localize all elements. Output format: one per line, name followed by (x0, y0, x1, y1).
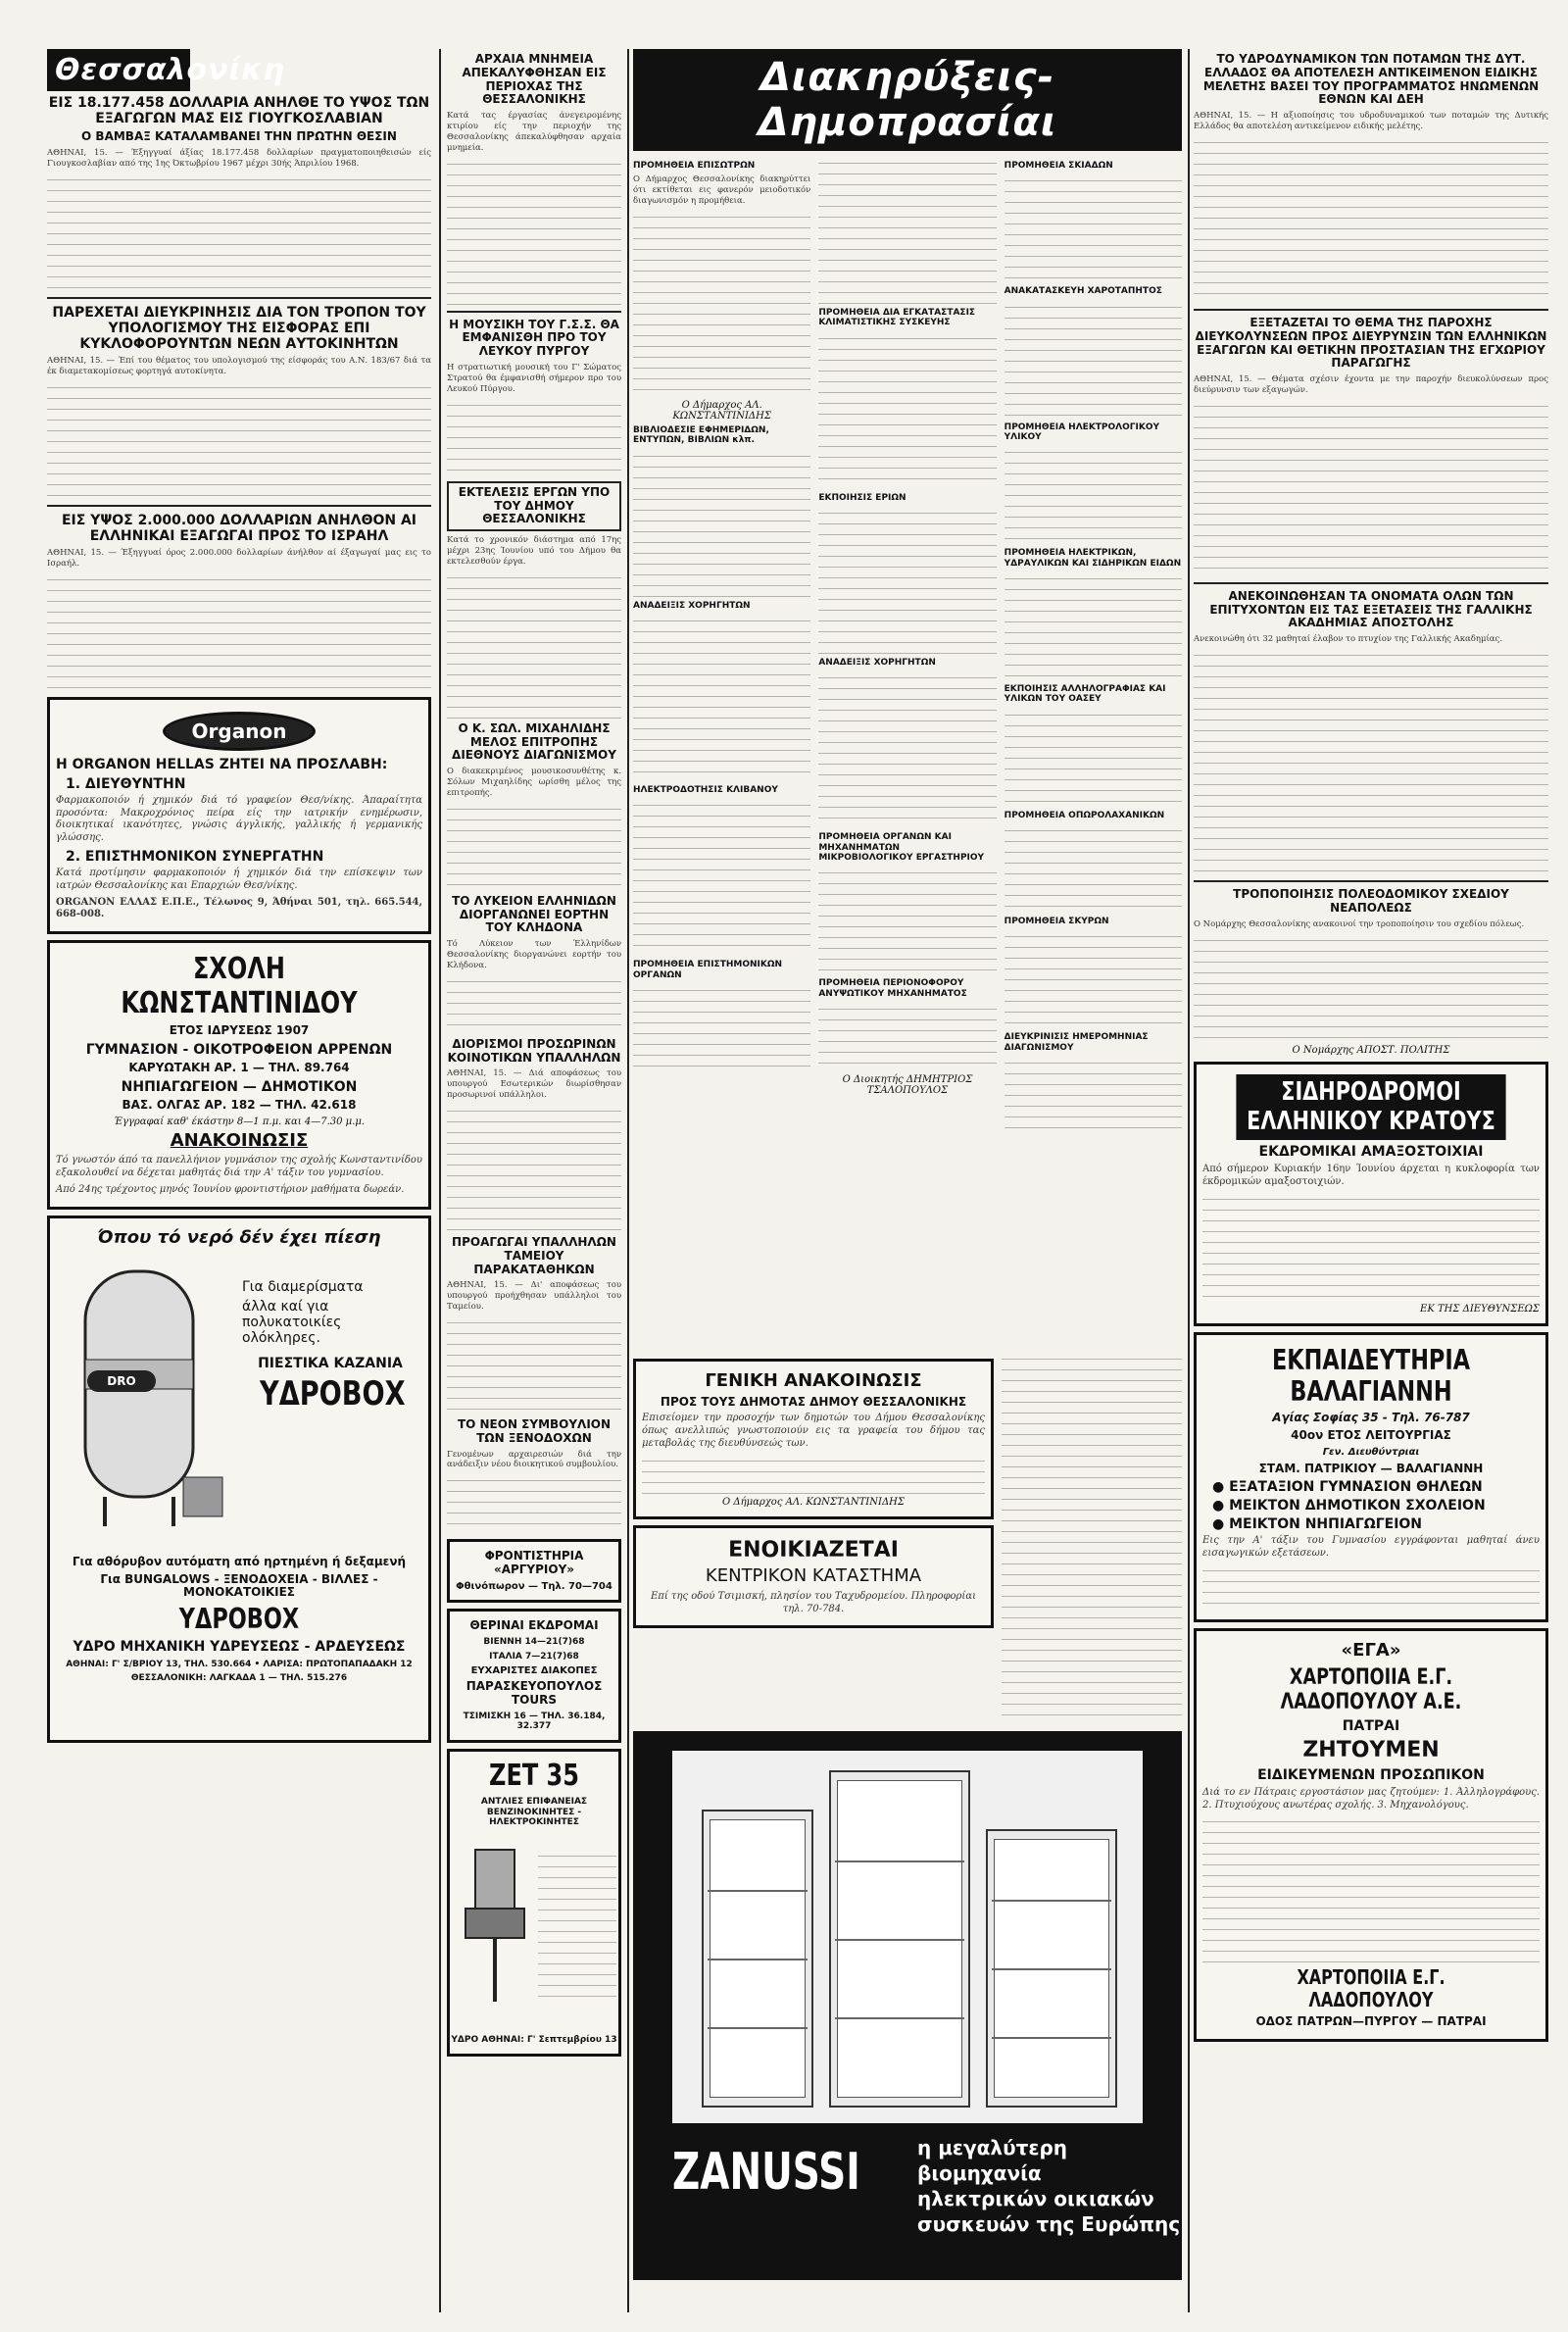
headline-exports-facilitation: ΕΞΕΤΑΖΕΤΑΙ ΤΟ ΘΕΜΑ ΤΗΣ ΠΑΡΟΧΗΣ ΔΙΕΥΚΟΛΥΝΣΕΩΝ ΠΡΟΣ ΔΙΕΥΡΥΝΣΙΝ ΤΩΝ ΕΛΛΗΝΙΚΩΝ ΕΞΑΓΩΓΩΝ ΚΑΙ ΘΕΤΙΚΗΝ ΠΡΟΣΤΑΣΙΑΝ ΤΗΣ ΕΓΧΩΡΙΟΥ ΠΑΡΑΓΩΓΗΣ (1195, 315, 1547, 371)
article-filler (47, 381, 431, 499)
ydrobox-extra-2: Για BUNGALOWS - ΞΕΝΟΔΟΧΕΙΑ - ΒΙΛΛΕΣ - ΜΟΝΟΚΑΤΟΙΚΙΕΣ (100, 1571, 378, 1600)
tender-heading: ΠΡΟΜΗΘΕΙΑ ΔΙΑ ΕΓΚΑΤΑΣΤΑΣΙΣ ΚΛΙΜΑΤΙΣΤΙΚΗΣ ΣΥΣΚΕΥΗΣ (818, 308, 976, 328)
article-body: ΑΘΗΝΑΙ, 15. — Η αξιοποίησις του υδροδυναμικού των ποταμών της Δυτικής Ελλάδος θα αποτελέση αντικείμενον ειδικής μελέτης. (1194, 111, 1548, 132)
ydro-address-1: ΑΘΗΝΑΙ: Γ' Σ/ΒΡΙΟΥ 13, ΤΗΛ. 530.664 • ΛΑΡΙΣΑ: ΠΡΩΤΟΠΑΠΑΔΑΚΗ 12 (66, 1659, 413, 1669)
headline-promotions: ΠΡΟΑΓΩΓΑΙ ΥΠΑΛΛΗΛΩΝ ΤΑΜΕΙΟΥ ΠΑΡΑΚΑΤΑΘΗΚΩΝ (452, 1234, 616, 1276)
ega-company: ΧΑΡΤΟΠΟΙΙΑ Ε.Γ. ΛΑΔΟΠΟΥΛΟΥ Α.Ε. (1280, 1664, 1462, 1714)
valagianni-directors: ΣΤΑΜ. ΠΑΤΡΙΚΙΟΥ — ΒΑΛΑΓΙΑΝΝΗ (1258, 1461, 1484, 1475)
article-body: Ο Νομάρχης Θεσσαλονίκης ανακοινοί την τροποποίησιν του σχεδίου πόλεως. (1194, 918, 1525, 929)
headline-exports-yugoslavia: ΕΙΣ 18.177.458 ΔΟΛΛΑΡΙΑ ΑΝΗΛΘΕ ΤΟ ΥΨΟΣ ΤΩΝ ΕΞΑΓΩΓΩΝ ΜΑΣ ΕΙΣ ΓΙΟΥΓΚΟΣΛΑΒΙΑΝ (48, 95, 430, 127)
valagianni-address: Αγίας Σοφίας 35 - Τηλ. 76-787 (1272, 1411, 1470, 1425)
zet35-subtitle: ΑΝΤΛΙΕΣ ΕΠΙΦΑΝΕΙΑΣ ΒΕΝΖΙΝΟΚΙΝΗΤΕΣ - ΗΛΕΚΤΡΟΚΙΝΗΤΕΣ (480, 1797, 588, 1827)
article-body: ΑΘΗΝΑΙ, 15. — Έξηγγυαί όρος 2.000.000 δολλαρίων άνήλθον αί έξαγωγαί μας εις το Ισραήλ. (47, 547, 431, 569)
tours-title: ΘΕΡΙΝΑΙ ΕΚΔΡΟΜΑΙ (469, 1618, 599, 1633)
tours-address: ΤΣΙΜΙΣΚΗ 16 — ΤΗΛ. 36.184, 32.377 (463, 1712, 606, 1732)
tours-line-3: ΕΥΧΑΡΙΣΤΕΣ ΔΙΑΚΟΠΕΣ (470, 1664, 598, 1676)
article-body: ΑΘΗΝΑΙ, 15. — Έξηγγυαί άξίας 18.177.458 δολλαρίων πραγματοποιηθεισών είς Γιουγκοσλαβίαν από της 1ης Όκτωβρίου 1967 μέχρι 30ής Άπριλίου 1968. (47, 147, 431, 169)
rent-title: ΕΝΟΙΚΙΑΖΕΤΑΙ (728, 1537, 899, 1563)
ydrobox-tagline-2: άλλα καί για πολυκατοικίες ολόκληρες. (242, 1298, 342, 1347)
tender-heading: ΕΚΠΟΙΗΣΙΣ ΕΡΙΩΝ (818, 492, 906, 503)
school-founded: ΕΤΟΣ ΙΔΡΥΣΕΩΣ 1907 (169, 1023, 310, 1038)
article-body: Κατά τας έργασίας άνεγειρομένης κτιρίου είς την περιοχήν της Θεσσαλονίκης άπεκαλύφθησαν αρχαία μνημεία. (447, 111, 621, 153)
fridge-illustration (986, 1829, 1117, 2108)
subhead-cotton: Ο ΒΑΜΒΑΞ ΚΑΤΑΛΑΜΒΑΝΕΙ ΤΗΝ ΠΡΩΤΗΝ ΘΕΣΙΝ (81, 129, 397, 144)
neapolis-sign: Ο Νομάρχης ΑΠΟΣΤ. ΠΟΛΙΤΗΣ (1292, 1044, 1450, 1056)
zanussi-photo (672, 1751, 1143, 2123)
tender-heading: ΠΡΟΜΗΘΕΙΑ ΗΛΕΚΤΡΙΚΩΝ, ΥΔΡΑΥΛΙΚΩΝ ΚΑΙ ΣΙΔΗΡΙΚΩΝ ΕΙΔΩΝ (1004, 548, 1182, 569)
school-hours: Έγγραφαί καθ' έκάστην 8—1 π.μ. και 4—7.30 μ.μ. (113, 1116, 366, 1127)
zanussi-line-1: η μεγαλύτερη βιομηχανία (917, 2136, 1068, 2185)
railways-ad (1194, 1062, 1548, 1326)
ydrobox-extra-1: Για αθόρυβον αυτόματη από ηρτημένη ή δεξαμενή (72, 1554, 407, 1568)
column-rule (1188, 49, 1190, 2312)
school-line-2: ΚΑΡΥΩΤΑΚΗ ΑΡ. 1 — ΤΗΛ. 89.764 (128, 1061, 350, 1075)
organon-logo: Organon (163, 712, 316, 751)
general-announcement-sign: Ο Δήμαρχος ΑΛ. ΚΩΝΣΤΑΝΤΙΝΙΔΗΣ (722, 1496, 905, 1508)
railways-sign: ΕΚ ΤΗΣ ΔΙΕΥΘΥΝΣΕΩΣ (1420, 1304, 1540, 1315)
fridge-illustration (702, 1810, 813, 2108)
ydrobox-brand: ΥΔΡΟΒΟΧ (260, 1374, 406, 1414)
railways-text: Από σήμερον Κυριακήν 16ην Ίουνίου άρχεται η κυκλοφορία των έκδρομικών αμαξοστοιχιών. (1202, 1164, 1540, 1188)
general-announcement (633, 1359, 994, 1519)
organon-position-2: 2. ΕΠΙΣΤΗΜΟΝΙΚΟΝ ΣΥΝΕΡΓΑΤΗΝ (66, 848, 324, 865)
ega-city: ΠΑΤΡΑΙ (1342, 1718, 1400, 1735)
headline-ancient-monuments: ΑΡΧΑΙΑ ΜΝΗΜΕΙΑ ΑΠΕΚΑΛΥΦΘΗΣΑΝ ΕΙΣ ΠΕΡΙΟΧΑΣ ΤΗΣ ΘΕΣΣΑΛΟΝΙΚΗΣ (462, 52, 607, 107)
tender-signer: Ο Διοικητής ΔΗΜΗΤΡΙΟΣ ΤΣΑΛΟΠΟΥΛΟΣ (842, 1074, 973, 1097)
valagianni-school-item: ● ΜΕΙΚΤΟΝ ΝΗΠΙΑΓΩΓΕΙΟΝ (1212, 1516, 1423, 1533)
general-announcement-subtitle: ΠΡΟΣ ΤΟΥΣ ΔΗΜΟΤΑΣ ΔΗΜΟΥ ΘΕΣΣΑΛΟΝΙΚΗΣ (660, 1394, 967, 1409)
railways-subtitle: ΕΚΔΡΟΜΙΚΑΙ ΑΜΑΞΟΣΤΟΙΧΙΑΙ (1258, 1144, 1484, 1161)
tenders-banner: Διακηρύξεις-Δημοπρασίαι (633, 49, 1182, 151)
ydro-company: ΥΔΡΟ ΜΗΧΑΝΙΚΗ ΥΔΡΕΥΣΕΩΣ - ΑΡΔΕΥΣΕΩΣ (73, 1639, 406, 1656)
article-body: Ανεκοινώθη ότι 32 μαθηταί έλαβον το πτυχίον της Γαλλικής Ακαδημίας. (1194, 634, 1503, 645)
tenders-col-b (818, 157, 996, 1353)
column-1 (47, 49, 431, 1749)
tender-heading: ΔΙΕΥΚΡΙΝΙΣΙΣ ΗΜΕΡΟΜΗΝΙΑΣ ΔΙΑΓΩΝΙΣΜΟΥ (1004, 1032, 1149, 1053)
headline-neapolis-plan: ΤΡΟΠΟΠΟΙΗΣΙΣ ΠΟΛΕΟΔΟΜΙΚΟΥ ΣΧΕΔΙΟΥ ΝΕΑΠΟΛΕΩΣ (1233, 887, 1509, 915)
school-line-4: ΒΑΣ. ΟΛΓΑΣ ΑΡ. 182 — ΤΗΛ. 42.618 (122, 1097, 357, 1112)
zanussi-brand: ZANUSSI (672, 2143, 860, 2202)
tours-ad (447, 1609, 621, 1742)
column-2 (447, 49, 621, 2062)
school-name: ΣΧΟΛΗ ΚΩΝΣΤΑΝΤΙΝΙΔΟΥ (121, 952, 358, 1020)
valagianni-school-item: ● ΕΞΑΤΑΞΙΟΝ ΓΥΜΝΑΣΙΟΝ ΘΗΛΕΩΝ (1212, 1479, 1483, 1496)
organon-position-1: 1. ΔΙΕΥΘΥΝΤΗΝ (66, 775, 186, 792)
zet35-footer: ΥΔΡΟ ΑΘΗΝΑΙ: Γ' Σεπτεμβρίου 13 (451, 2035, 617, 2046)
article-body: ΑΘΗΝΑΙ, 15. — Διά αποφάσεως του υπουργού Εσωτερικών διωρίσθησαν προσωρινοί υπάλληλοι. (447, 1068, 621, 1101)
article-body: ΑΘΗΝΑΙ, 15. — Έπί του θέματος του υπολογισμού της είσφοράς του Α.Ν. 183/67 διά τα έκ διαμετακομίσεως φορτηγά αυτοκίνητα. (47, 356, 431, 376)
masthead: Θεσσαλονίκη (47, 49, 190, 91)
rent-subtitle: ΚΕΝΤΡΙΚΟΝ ΚΑΤΑΣΤΗΜΑ (705, 1565, 922, 1587)
tender-heading: ΠΡΟΜΗΘΕΙΑ ΕΠΙΣΤΗΜΟΝΙΚΩΝ ΟΡΓΑΝΩΝ (633, 960, 783, 980)
pressure-tank-illustration (66, 1262, 232, 1536)
ydrobox-product: ΠΙΕΣΤΙΚΑ ΚΑΖΑΝΙΑ (258, 1356, 403, 1372)
article-body: ΑΘΗΝΑΙ, 15. — Θέματα σχέσιν έχοντα με την παροχήν διευκολύνσεων προς διεύρυνσιν των εξαγωγών. (1194, 374, 1548, 395)
tender-heading: ΒΙΒΛΙΟΔΕΣΙΕ ΕΦΗΜΕΡΙΔΩΝ, ΕΝΤΥΠΩΝ, ΒΙΒΛΙΩΝ κλπ. (633, 424, 769, 446)
tender-signer: Ο Δήμαρχος ΑΛ. ΚΩΝΣΤΑΝΤΙΝΙΔΗΣ (672, 399, 771, 422)
ega-text: Διά το εν Πάτραις εργοστάσιον μας ζητούμεν: 1. Άλληλογράφους. 2. Πτυχιούχους ανωτέρας σχολής. 3. Μηχανολόγους. (1202, 1786, 1540, 1811)
headline-michailidis: Ο Κ. ΣΩΛ. ΜΙΧΑΗΛΙΔΗΣ ΜΕΛΟΣ ΕΠΙΤΡΟΠΗΣ ΔΙΕΘΝΟΥΣ ΔΙΑΓΩΝΙΣΜΟΥ (452, 720, 616, 763)
ydrobox-headline: Όπου τό νερό δέν έχει πίεση (97, 1226, 381, 1248)
railways-title: ΣΙΔΗΡΟΔΡΟΜΟΙ ΕΛΛΗΝΙΚΟΥ ΚΡΑΤΟΥΣ (1236, 1074, 1505, 1141)
zet35-ad (447, 1749, 621, 2057)
tenders-columns (633, 157, 1182, 1353)
pump-illustration (456, 1840, 534, 2007)
organon-ad (47, 697, 431, 934)
zanussi-line-2: ηλεκτρικών οικιακών (917, 2187, 1154, 2210)
column-rule (627, 49, 629, 2312)
tender-heading: ΑΝΑΔΕΙΞΙΣ ΧΟΡΗΓΗΤΩΝ (818, 658, 936, 669)
valagianni-year: 40ον ΕΤΟΣ ΛΕΙΤΟΥΡΓΙΑΣ (1291, 1428, 1451, 1443)
school-notice-footer: Από 24ης τρέχοντος μηνός Ίουνίου φροντιστήριον μαθήματα δωρεάν. (56, 1184, 405, 1196)
headline-municipal-works: ΕΚΤΕΛΕΣΙΣ ΕΡΓΩΝ ΥΠΟ ΤΟΥ ΔΗΜΟΥ ΘΕΣΣΑΛΟΝΙΚΗΣ (447, 481, 621, 531)
zanussi-line-3: συσκευών της Ευρώπης (917, 2212, 1181, 2236)
ega-tag: «ΕΓΑ» (1341, 1639, 1401, 1661)
school-notice-text: Τό γνωστόν άπό τα πανελλήνιον γυμνάσιον της σχολής Κωνσταντινίδου εξακολουθεί να δέχεται μαθητάς διά την Α' τάξιν του γυμνασίου. (56, 1155, 422, 1179)
tender-heading: ΠΡΟΜΗΘΕΙΑ ΕΠΙΣΩΤΡΩΝ (633, 161, 756, 171)
headline-car-levy: ΠΑΡΕΧΕΤΑΙ ΔΙΕΥΚΡΙΝΗΣΙΣ ΔΙΑ ΤΟΝ ΤΡΟΠΟΝ ΤΟΥ ΥΠΟΛΟΓΙΣΜΟΥ ΤΗΣ ΕΙΣΦΟΡΑΣ ΕΠΙ ΚΥΚΛΟΦΟΡΟΥΝΤΩΝ ΝΕΩΝ ΑΥΤΟΚΙΝΗΤΩΝ (52, 304, 426, 352)
ega-footer-company: ΧΑΡΤΟΠΟΙΙΑ Ε.Γ. ΛΑΔΟΠΟΥΛΟΥ (1297, 1965, 1446, 2012)
tender-text: Ο Δήμαρχος Θεσσαλονίκης διακηρύττει ότι εκτίθεται εις φανερόν μειοδοτικόν διαγωνισμόν η προμήθεια. (633, 174, 811, 207)
valagianni-text: Εις την Α' τάξιν του Γυμνασίου εγγράφονται μαθηταί άνευ εισαγωγικών εξετάσεων. (1202, 1535, 1540, 1560)
school-notice-title: ΑΝΑΚΟΙΝΩΣΙΣ (170, 1129, 309, 1151)
article-filler (47, 573, 431, 691)
tender-heading: ΠΡΟΜΗΘΕΙΑ ΟΡΓΑΝΩΝ ΚΑΙ ΜΗΧΑΝΗΜΑΤΩΝ ΜΙΚΡΟΒΙΟΛΟΓΙΚΟΥ ΕΡΓΑΣΤΗΡΙΟΥ (818, 832, 985, 864)
headline-french-academy: ΑΝΕΚΟΙΝΩΘΗΣΑΝ ΤΑ ΟΝΟΜΑΤΑ ΟΛΩΝ ΤΩΝ ΕΠΙΤΥΧΟΝΤΩΝ ΕΙΣ ΤΑΣ ΕΞΕΤΑΣΕΙΣ ΤΗΣ ΓΑΛΛΙΚΗΣ ΑΚΑΔΗΜΙΑΣ ΑΠΟΣΤΟΛΗΣ (1209, 588, 1533, 630)
school-ad (47, 940, 431, 1210)
column-3 (633, 49, 1182, 2280)
tender-heading: ΗΛΕΚΤΡΟΔΟΤΗΣΙΣ ΚΛΙΒΑΝΟΥ (633, 785, 778, 795)
organon-position-1-text: Φαρμακοποιόν ή χημικόν διά τό γραφείον Θεσ/νίκης. Άπαραίτητα προσόντα: Μακροχρόνιος πείρα είς την ιατρικήν ενημέρωσιν, διοικητικαί ικανότητες, γνώσις άγγλικής, γαλλικής ή γερμανικής γλώσσης. (56, 794, 422, 844)
ega-subtitle: ΕΙΔΙΚΕΥΜΕΝΩΝ ΠΡΟΣΩΠΙΚΟΝ (1257, 1766, 1485, 1783)
ydrobox-ad (47, 1216, 431, 1743)
school-line-3: ΝΗΠΙΑΓΩΓΕΙΟΝ — ΔΗΜΟΤΙΚΟΝ (121, 1078, 358, 1095)
headline-appointments: ΔΙΟΡΙΣΜΟΙ ΠΡΟΣΩΡΙΝΩΝ ΚΟΙΝΟΤΙΚΩΝ ΥΠΑΛΛΗΛΩΝ (447, 1036, 621, 1065)
rent-text: Επί της οδού Τσιμισκή, πλησίον του Ταχυδρομείου. Πληροφορίαι τηλ. 70-784. (650, 1590, 977, 1614)
headline-lyceum: ΤΟ ΛΥΚΕΙΟΝ ΕΛΛΗΝΙΔΩΝ ΔΙΟΡΓΑΝΩΝΕΙ ΕΟΡΤΗΝ ΤΟΥ ΚΛΗΔΟΝΑ (452, 893, 616, 935)
tours-line-2: ΙΤΑΛΙΑ 7—21(7)68 (489, 1651, 579, 1662)
school-line-1: ΓΥΜΝΑΣΙΟΝ - ΟΙΚΟΤΡΟΦΕΙΟΝ ΑΡΡΕΝΩΝ (85, 1041, 393, 1058)
general-announcement-title: ΓΕΝΙΚΗ ΑΝΑΚΟΙΝΩΣΙΣ (705, 1370, 922, 1391)
ega-ad (1194, 1628, 1548, 2042)
tender-heading: ΠΡΟΜΗΘΕΙΑ ΣΚΥΡΩΝ (1004, 917, 1109, 927)
article-filler (47, 174, 431, 291)
headline-hoteliers: ΤΟ ΝΕΟΝ ΣΥΜΒΟΥΛΙΟΝ ΤΩΝ ΞΕΝΟΔΟΧΩΝ (457, 1416, 612, 1445)
article-body: Τό Λύκειον των Έλληνίδων Θεσσαλονίκης διοργανώνει εορτήν του Κλήδονα. (447, 939, 621, 970)
argyriou-text: Φθινόπωρον — Τηλ. 70—704 (456, 1580, 612, 1592)
tender-heading: ΠΡΟΜΗΘΕΙΑ ΠΕΡΙΟΝΟΦΟΡΟΥ ΑΝΥΨΩΤΙΚΟΥ ΜΗΧΑΝΗΜΑΤΟΣ (818, 978, 967, 999)
article-body: Η στρατιωτική μουσική του Γ' Σώματος Στρατού θα έμφανισθή σήμερον προ του Λευκού Πύργου. (447, 363, 621, 394)
tender-heading: ΕΚΠΟΙΗΣΙΣ ΑΛΛΗΛΟΓΡΑΦΙΑΣ ΚΑΙ ΥΛΙΚΩΝ ΤΟΥ ΟΑΣΕΥ (1004, 684, 1166, 705)
tenders-col-c (1004, 157, 1182, 1353)
tours-line-1: ΒΙΕΝΝΗ 14—21(7)68 (483, 1637, 585, 1648)
tender-heading: ΑΝΑΔΕΙΞΙΣ ΧΟΡΗΓΗΤΩΝ (633, 600, 751, 611)
tender-heading: ΠΡΟΜΗΘΕΙΑ ΣΚΙΑΔΩΝ (1004, 161, 1113, 171)
article-body: Ο διακεκριμένος μουσικοσυνθέτης κ. Σόλων Μιχαηλίδης ωρίσθη μέλος της επιτροπής. (447, 767, 621, 798)
valagianni-directors-label: Γεν. Διευθύντριαι (1322, 1447, 1420, 1459)
valagianni-school-item: ● ΜΕΙΚΤΟΝ ΔΗΜΟΤΙΚΟΝ ΣΧΟΛΕΙΟΝ (1212, 1498, 1486, 1514)
valagianni-ad (1194, 1332, 1548, 1622)
headline-hydropower: ΤΟ ΥΔΡΟΔΥΝΑΜΙΚΟΝ ΤΩΝ ΠΟΤΑΜΩΝ ΤΗΣ ΔΥΤ. ΕΛΛΑΔΟΣ ΘΑ ΑΠΟΤΕΛΕΣΗ ΑΝΤΙΚΕΙΜΕΝΟΝ ΕΙΔΙΚΗΣ ΜΕΛΕΤΗΣ ΒΑΣΕΙ ΤΟΥ ΠΡΟΓΡΑΜΜΑΤΟΣ ΗΝΩΜΕΝΩΝ ΕΘΝΩΝ ΚΑΙ ΔΕΗ (1202, 52, 1540, 107)
organon-contact: ORGANON ΕΛΛΑΣ Ε.Π.Ε., Τέλωνος 9, Άθήναι 501, τηλ. 665.544, 668-008. (56, 896, 422, 920)
valagianni-title: ΕΚΠΑΙΔΕΥΤΗΡΙΑ ΒΑΛΑΓΙΑΝΝΗ (1271, 1344, 1471, 1409)
general-announcement-text: Επισείομεν την προσοχήν των δημοτών του Δήμου Θεσσαλονίκης όπως ανελλιπώς γνωστοποιούν εις τα γραφεία του δήμου τας μεταβολάς της διευθύνσεώς των. (642, 1413, 985, 1450)
column-4 (1194, 49, 1548, 2048)
tender-heading: ΠΡΟΜΗΘΕΙΑ ΗΛΕΚΤΡΟΛΟΓΙΚΟΥ ΥΛΙΚΟΥ (1004, 422, 1160, 443)
column-rule (439, 49, 441, 2312)
ega-footer-address: ΟΔΟΣ ΠΑΤΡΩΝ—ΠΥΡΓΟΥ — ΠΑΤΡΑΙ (1255, 2014, 1487, 2029)
organon-position-2-text: Κατά προτίμησιν φαρμακοποιόν ή χημικόν διά την επίσκεψιν των ιατρών Θεσσαλονίκης και Επαρχιών Θεσ/νίκης. (56, 867, 422, 891)
article-body: Γενομένων αρχαιρεσιών διά την ανάδειξιν νέου διοικητικού συμβουλίου. (447, 1449, 621, 1470)
tender-heading: ΑΝΑΚΑΤΑΣΚΕΥΗ ΧΑΡΟΤΑΠΗΤΟΣ (1004, 286, 1162, 297)
ydro-address-2: ΘΕΣΣΑΛΟΝΙΚΗ: ΛΑΓΚΑΔΑ 1 — ΤΗΛ. 515.276 (130, 1672, 348, 1683)
organon-title: Η ORGANON HELLAS ΖΗΤΕΙ ΝΑ ΠΡΟΣΛΑΒΗ: (56, 756, 388, 772)
zet35-title: ΖΕΤ 35 (489, 1758, 579, 1793)
article-body: ΑΘΗΝΑΙ, 15. — Δι' αποφάσεως του υπουργού προήχθησαν υπάλληλοι του Ταμείου. (447, 1280, 621, 1313)
ega-title: ΖΗΤΟΥΜΕΝ (1302, 1738, 1440, 1763)
ydro-small-logo: DRO (87, 1370, 156, 1392)
headline-military-band: Η ΜΟΥΣΙΚΗ ΤΟΥ Γ.Σ.Σ. ΘΑ ΕΜΦΑΝΙΣΘΗ ΠΡΟ ΤΟΥ ΛΕΥΚΟΥ ΠΥΡΓΟΥ (449, 317, 619, 359)
tours-company: ΠΑΡΑΣΚΕΥΟΠΟΥΛΟΣ TOURS (466, 1679, 603, 1708)
argyriou-title: ΦΡΟΝΤΙΣΤΗΡΙΑ «ΑΡΓΥΡΙΟΥ» (484, 1549, 584, 1577)
article-body: Κατά το χρονικόν διάστημα από 17ης μέχρι 23ης Ίουνίου υπό του Δήμου θα εκτελεσθούν έργα. (447, 535, 621, 567)
ydrobox-tagline-1: Για διαμερίσματα (242, 1278, 364, 1295)
headline-exports-israel: ΕΙΣ ΥΨΟΣ 2.000.000 ΔΟΛΛΑΡΙΩΝ ΑΝΗΛΘΟΝ ΑΙ ΕΛΛΗΝΙΚΑΙ ΕΞΑΓΩΓΑΙ ΠΡΟΣ ΤΟ ΙΣΡΑΗΛ (61, 512, 417, 544)
tenders-col-a (633, 157, 810, 1353)
fridge-illustration (829, 1770, 970, 2108)
argyriou-ad (447, 1539, 621, 1603)
tender-heading: ΠΡΟΜΗΘΕΙΑ ΟΠΩΡΟΛΑΧΑΝΙΚΩΝ (1004, 810, 1165, 820)
rent-ad (633, 1525, 994, 1629)
zanussi-ad (633, 1731, 1182, 2280)
ydrobox-brand-2: ΥΔΡΟΒΟΧ (178, 1603, 300, 1636)
